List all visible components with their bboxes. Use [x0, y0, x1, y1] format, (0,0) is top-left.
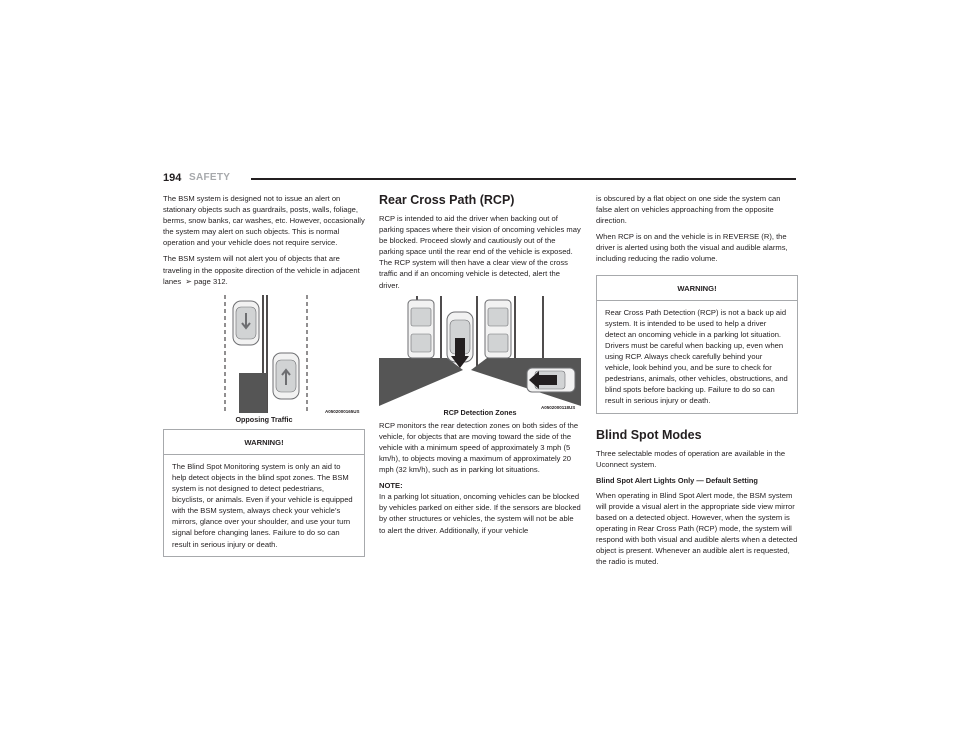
rcp-warning-box: [596, 275, 798, 414]
rcp-heading: Rear Cross Path (RCP): [379, 193, 515, 207]
rcp-zones-figure: [379, 296, 581, 416]
crossing-car: [527, 368, 575, 392]
page-reference-arrow-icon: ➢: [185, 276, 192, 286]
warning-title: WARNING!: [164, 430, 364, 455]
opposing-traffic-figure: [163, 293, 365, 424]
warning-body: Rear Cross Path Detection (RCP) is not a back up aid system. It is intended to be used to help a driver detect an oncoming vehicle in a parking lot situation. Drivers must be careful when backing up, even when using RCP. Always check carefully behind your vehicle, look behind you, and be sure to check for pedestrians, animals, other vehicles, obstructions, and blind spots before backing up. Failure to do so can result in serious injury or death.: [605, 307, 788, 406]
section-title: SAFETY: [189, 172, 231, 183]
alert-mode-paragraph: When operating in Blind Spot Alert mode, the BSM system will provide a visual alert in the appropriate side view mirror based on a detected object. However, when the system is operating in Rear Cross Path (RCP) mode, the system will respond with both visual and audible alerts when a detected object is present. Whenever an audible alert is requested, the radio is muted.: [596, 490, 798, 567]
rcp-monitor-paragraph: RCP monitors the rear detection zones on both sides of the vehicle, for objects that are moving toward the side of the vehicle with a minimum speed of approximately 3 mph (5 km/h), to objects moving a maximum of approximately 20 mph (32 km/h), such as in parking lot situations.: [379, 420, 579, 475]
page-header: [163, 172, 796, 186]
blind-spot-modes-heading: Blind Spot Modes: [596, 427, 702, 442]
parked-car-left: [408, 300, 434, 358]
rcp-zones-illustration: [379, 296, 581, 408]
page-number: 194: [163, 172, 182, 184]
column-middle: [379, 193, 581, 541]
own-car: [273, 353, 299, 399]
backing-car: [447, 312, 473, 368]
bsm-opposite-paragraph: The BSM system will not alert you of objects that are traveling in the opposite direction of the vehicle in adjacent lanes ➢ page 312.: [163, 254, 360, 286]
rcp-obscured-paragraph: is obscured by a flat object on one side the system can false alert on vehicles approaching from the opposite direction.: [596, 194, 781, 226]
oncoming-car: [233, 301, 259, 345]
modes-intro-paragraph: Three selectable modes of operation are available in the Uconnect system.: [596, 448, 786, 469]
note-text: In a parking lot situation, oncoming vehicles can be blocked by vehicles parked on either side. If the sensors are blocked by other structures or vehicles, the system will not be able to alert the driver. Additionally, if your vehicle: [379, 492, 581, 535]
column-right: [596, 193, 798, 572]
warning-title: WARNING!: [597, 276, 797, 301]
bsm-warning-box: [163, 429, 365, 557]
column-left: [163, 193, 365, 557]
mode-subheading: Blind Spot Alert Lights Only — Default Setting: [596, 475, 758, 485]
page-reference-link[interactable]: page 312.: [193, 276, 228, 286]
header-rule: [251, 178, 796, 180]
parked-car-right: [485, 300, 511, 358]
figure-code: A0502000118US: [541, 404, 576, 410]
figure-code: A0502000165US: [325, 408, 360, 414]
note-label: NOTE:: [379, 481, 403, 491]
detection-zone-left: [379, 358, 463, 406]
opposing-traffic-illustration: [163, 293, 365, 415]
warning-body: The Blind Spot Monitoring system is only an aid to help detect objects in the blind spot zones. The BSM system is not designed to detect pedestrians, bicyclists, or animals. Even if your vehicle is equipped with the BSM system, always check your vehicle’s mirrors, glance over your shoulder, and use your turn signal before changing lanes. Failure to do so can result in serious injury or death.: [172, 461, 353, 549]
figure-caption: RCP Detection Zones: [443, 407, 517, 417]
rcp-intro-paragraph: RCP is intended to aid the driver when backing out of parking spaces where their vision of oncoming vehicles may be blocked. Proceed slowly and cautiously out of the parking space until the rear end of the vehicle is exposed. The RCP system will then have a clear view of the cross traffic and if an oncoming vehicle is detected, alert the driver.: [379, 214, 581, 290]
blind-spot-zone: [239, 373, 267, 413]
bsm-stationary-paragraph: The BSM system is designed not to issue an alert on stationary objects such as guardrails, posts, walls, foliage, berms, snow banks, car washes, etc. However, occasionally the system may alert on such objects. This is normal operation and your vehicle does not require service.: [163, 194, 365, 248]
figure-caption: Opposing Traffic: [235, 414, 293, 424]
rcp-reverse-paragraph: When RCP is on and the vehicle is in REVERSE (R), the driver is alerted using both the visual and audible alarms, including reducing the radio volume.: [596, 232, 788, 264]
